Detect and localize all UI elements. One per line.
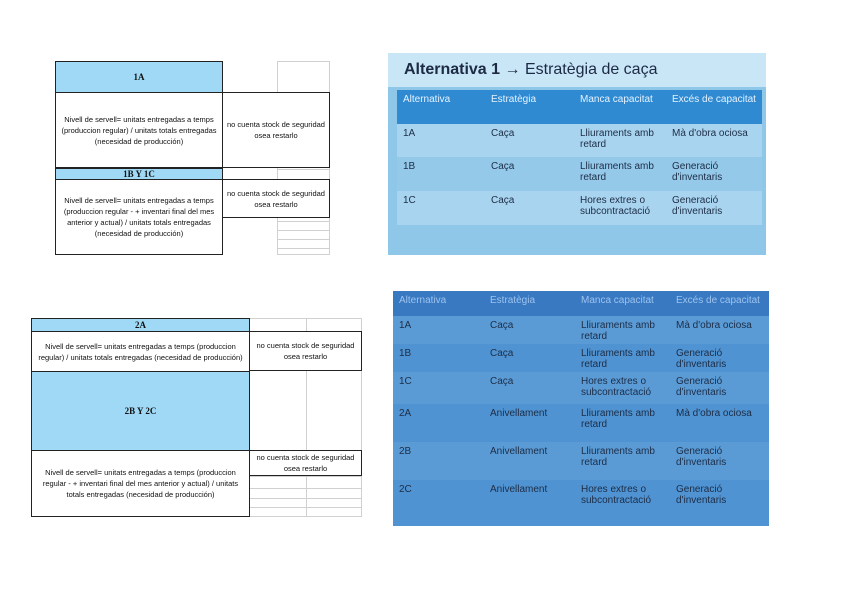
alternatives-table-1 xyxy=(397,90,762,225)
table-cell: Lliuraments amb retard xyxy=(580,128,654,150)
note-2a: no cuenta stock de seguridad osea restarlo xyxy=(249,331,362,371)
table-cell: Generació d'inventaris xyxy=(672,195,723,217)
table-cell: Generació d'inventaris xyxy=(676,446,727,468)
table-cell: 1A xyxy=(403,128,416,139)
table-cell: 1C xyxy=(399,376,412,387)
formula-text-2a: Nivell de servell= unitats entregadas a temps (produccion regular) / unitats totals entregadas (necesidad de producción) xyxy=(31,331,250,372)
arrow-right-icon: → xyxy=(504,61,521,78)
section-header-1bc: 1B Y 1C xyxy=(55,168,223,180)
section-header-2a: 2A xyxy=(31,318,250,332)
note-1bc: no cuenta stock de seguridad osea restarlo xyxy=(222,179,330,218)
table-cell: Lliuraments amb retard xyxy=(581,446,655,468)
photo-alternatives-2 xyxy=(393,291,769,526)
title-bold: Alternativa 1 xyxy=(404,61,501,78)
table-cell: Caça xyxy=(490,320,514,331)
table-cell: 1B xyxy=(403,161,416,172)
col-header-alternativa: Alternativa xyxy=(403,94,451,105)
table-cell: Hores extres o subcontractació xyxy=(581,376,652,398)
section-header-2bc: 2B Y 2C xyxy=(31,371,250,451)
alternatives-table-2 xyxy=(393,291,769,526)
table-cell: Lliuraments amb retard xyxy=(580,161,654,183)
table-cell: Generació d'inventaris xyxy=(676,376,727,398)
table-cell: 1A xyxy=(399,320,412,331)
table-cell: Caça xyxy=(491,161,515,172)
col-header-estrategia: Estratègia xyxy=(490,295,536,306)
photo-alternativa-1 xyxy=(388,53,766,255)
table-cell: Anivellament xyxy=(490,484,548,495)
table-cell: Hores extres o subcontractació xyxy=(580,195,651,217)
table-cell: Lliuraments amb retard xyxy=(581,320,655,342)
table-cell: 1B xyxy=(399,348,412,359)
table-cell: 2C xyxy=(399,484,412,495)
spreadsheet-1 xyxy=(55,61,330,255)
table-cell: Anivellament xyxy=(490,446,548,457)
table-cell: Mà d'obra ociosa xyxy=(676,408,752,419)
table-cell: Generació d'inventaris xyxy=(676,348,727,370)
table-cell: Generació d'inventaris xyxy=(676,484,727,506)
formula-text-2bc: Nivell de servell= unitats entregadas a temps (produccion regular - + inventari final del mes anterior y actual) / unitats totals entregadas (necesidad de producción) xyxy=(31,450,250,517)
formula-text-1a: Nivell de servell= unitats entregadas a temps (produccion regular) / unitats totals entregadas (necesidad de producción) xyxy=(55,92,223,168)
table-cell: Lliuraments amb retard xyxy=(581,408,655,430)
col-header-alternativa: Alternativa xyxy=(399,295,447,306)
photo-title xyxy=(404,61,657,79)
col-header-exces: Excés de capacitat xyxy=(672,94,756,105)
col-header-estrategia: Estratègia xyxy=(491,94,537,105)
table-cell: 2A xyxy=(399,408,412,419)
note-2bc: no cuenta stock de seguridad osea restarlo xyxy=(249,450,362,476)
title-rest: Estratègia de caça xyxy=(524,61,658,78)
table-cell: Caça xyxy=(491,128,515,139)
spreadsheet-2 xyxy=(31,318,362,517)
note-1a: no cuenta stock de seguridad osea restarlo xyxy=(222,92,330,168)
table-cell: Mà d'obra ociosa xyxy=(672,128,748,139)
table-cell: Caça xyxy=(490,348,514,359)
col-header-manca: Manca capacitat xyxy=(580,94,653,105)
col-header-manca: Manca capacitat xyxy=(581,295,654,306)
table-cell: 1C xyxy=(403,195,416,206)
formula-text-1bc: Nivell de servell= unitats entregadas a temps (produccion regular - + inventari final del mes anterior y actual) / unitats totals entregadas (necesidad de producción) xyxy=(55,179,223,255)
table-cell: Hores extres o subcontractació xyxy=(581,484,652,506)
table-cell: 2B xyxy=(399,446,412,457)
table-cell: Caça xyxy=(490,376,514,387)
section-header-1a: 1A xyxy=(55,61,223,93)
table-cell: Anivellament xyxy=(490,408,548,419)
table-cell: Caça xyxy=(491,195,515,206)
table-cell: Lliuraments amb retard xyxy=(581,348,655,370)
table-cell: Mà d'obra ociosa xyxy=(676,320,752,331)
col-header-exces: Excés de capacitat xyxy=(676,295,760,306)
table-cell: Generació d'inventaris xyxy=(672,161,723,183)
